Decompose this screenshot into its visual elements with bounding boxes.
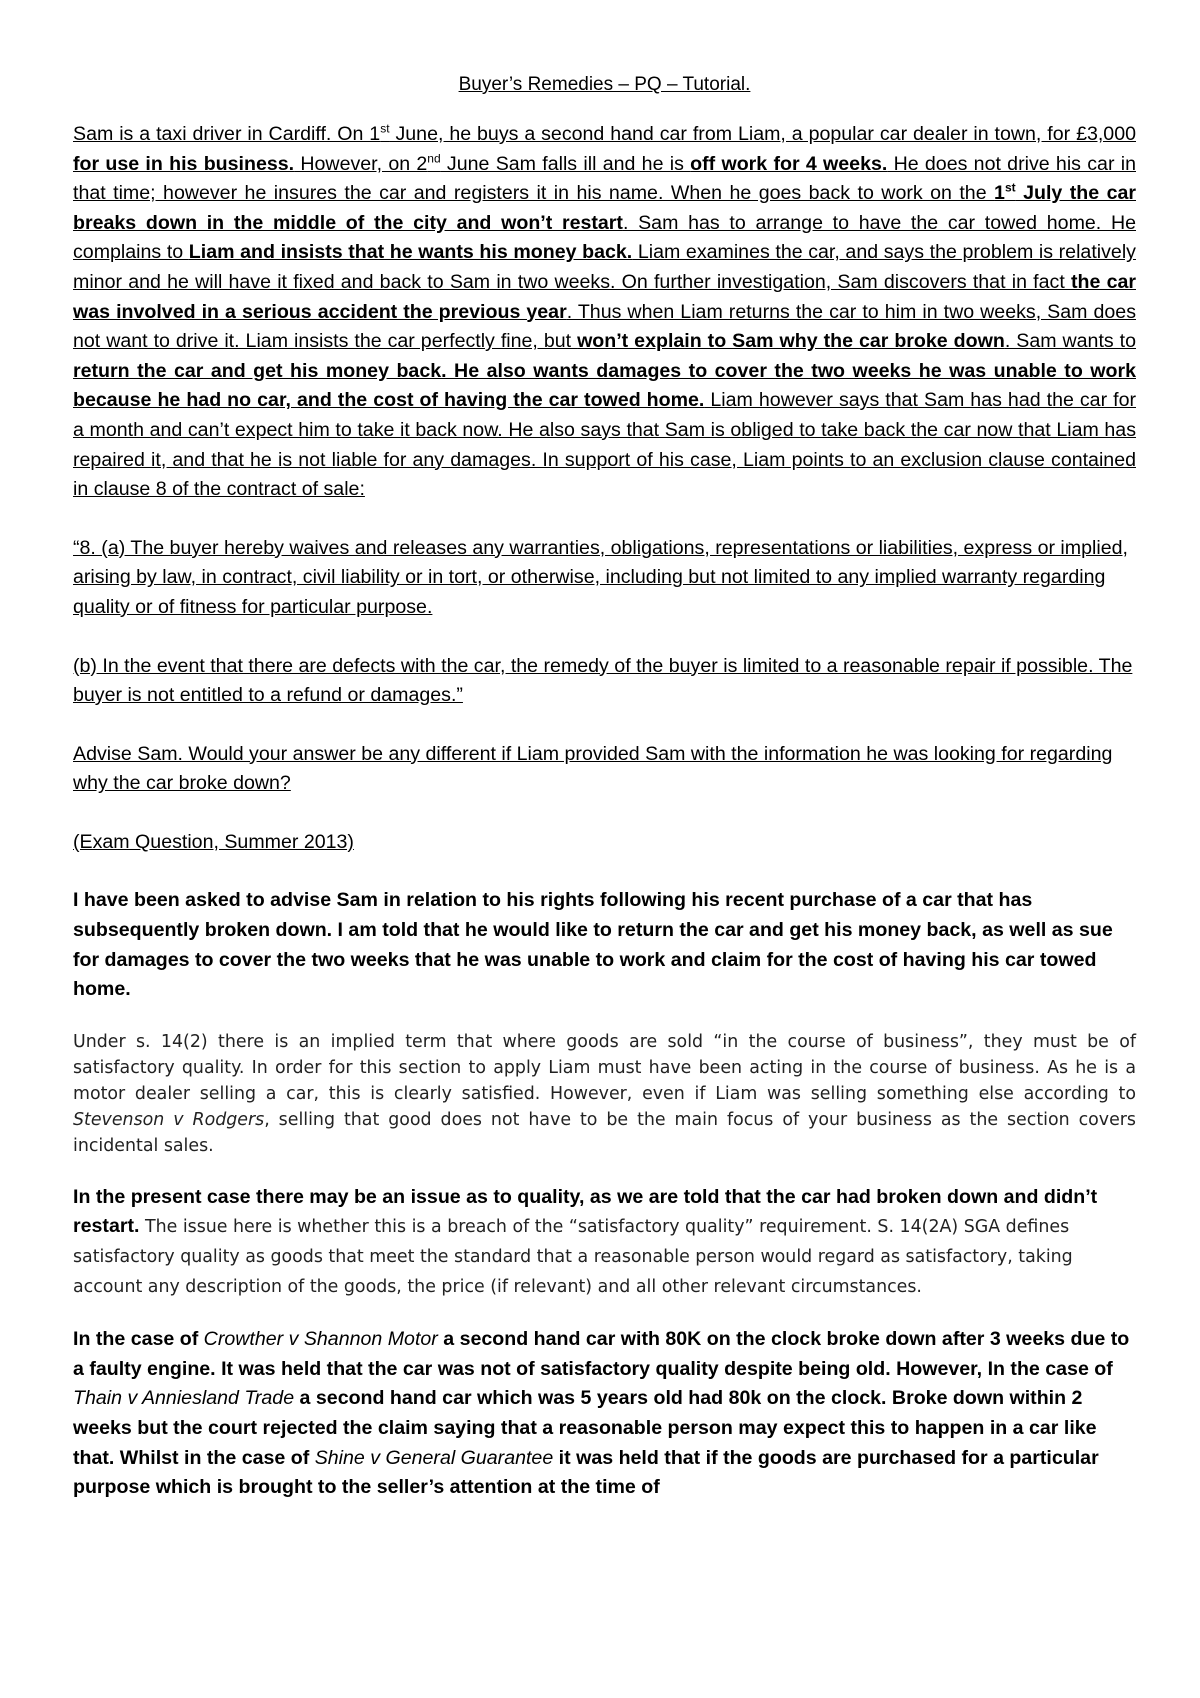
scenario-text: June, he buys a second hand car from Liam, a popular car dealer in town, for £3,000 [389,123,1136,145]
scenario-text: He does not drive his car in that time; however he insures the car and registers it in his name. When he goes back to work on the [73,152,1136,205]
paragraph-bold-text: In the present case there may be an issue as to quality, as we are told that the car had broken down and didn’t restart. [73,1185,1098,1238]
scenario-text: Sam is a taxi driver in Cardiff. On 1 [73,123,381,145]
section-14-2-paragraph [73,1029,1136,1159]
scenario-bold-text: for use in his business. [73,152,295,175]
case-name: Stevenson v Rodgers [73,1109,265,1130]
case-name: Thain v Anniesland Trade [73,1387,295,1410]
scenario-bold-text: 1 [994,182,1005,205]
quality-paragraph [73,1183,1136,1301]
scenario-text: Liam however says that Sam has had the car for a month and can’t expect him to take it back now. He also says that Sam is obliged to take back the car now that Liam has repaired it, and that he is not liable for any damages. In support of his case, Liam points to an exclusion clause contained in clause 8 of the contract of sale: [73,389,1136,501]
scenario-bold-text: July the car breaks down in the middle of the city and won’t restart [73,182,1136,234]
paragraph-text: The issue here is whether this is a breach of the “satisfactory quality” requirement. S. 14(2A) SGA defines satisfactory quality as goods that meet the standard that a reasonable person would regard as satisfactory, taking account any description of the goods, the price (if relevant) and all other relevant circumstances. [73,1217,1073,1297]
ordinal-suffix: nd [427,151,441,166]
exclusion-clause-a: “8. (a) The buyer hereby waives and releases any warranties, obligations, representations or liabilities, express or implied, arising by law, in contract, civil liability or in tort, or otherwise, including but not limited to any implied warranty regarding quality or of fitness for particular purpose. [73,536,1128,618]
paragraph-text: it was held that if the goods are purchased for a particular purpose which is brought to the seller’s attention at the time of [73,1446,1099,1499]
ordinal-suffix: st [1004,180,1016,195]
document-title: Buyer’s Remedies – PQ – Tutorial. [458,74,751,95]
scenario-bold-text: the car was involved in a serious accident the previous year [73,270,1136,323]
paragraph-text: In the case of [73,1328,204,1351]
scenario-text: June Sam falls ill and he is [440,152,691,175]
paragraph-text: a second hand car which was 5 years old had 80k on the clock. Broke down within 2 weeks but the court rejected the claim saying that a reasonable person may expect this to happen in a car like that. Whilst in the case of [73,1387,1097,1469]
scenario-text: . Sam has to arrange to have the car towed home. He complains to [73,211,1136,264]
ordinal-suffix: st [380,121,390,136]
scenario-bold-text: return the car and get his money back. He also wants damages to cover the two weeks he was unable to work because he had no car, and the cost of having the car towed home. [73,359,1136,412]
scenario-text: . Sam wants to [1004,330,1137,353]
paragraph-text: a second hand car with 80K on the clock broke down after 3 weeks due to a faulty engine. It was held that the car was not of satisfactory quality despite being old. However, In the case of [73,1328,1130,1380]
scenario-bold-text: won’t explain to Sam why the car broke down [577,330,1005,353]
scenario-bold-text: off work for 4 weeks. [690,152,888,175]
exclusion-clause-b: (b) In the event that there are defects with the car, the remedy of the buyer is limited to a reasonable repair if possible. The buyer is not entitled to a refund or damages.” [73,654,1133,707]
scenario-bold-text: Liam and insists that he wants his money back. [188,241,633,264]
scenario-text: However, on 2 [294,152,428,175]
case-name: Shine v General Guarantee [314,1446,554,1469]
scenario-paragraph [73,120,1136,505]
paragraph-text: Under s. 14(2) there is an implied term that where goods are sold “in the course of business”, they must be of satisfactory quality. In order for this section to apply Liam must have been acting in the course of business. As he is a motor dealer selling a car, this is clearly satisfied. However, even if Liam was selling something else according to [73,1031,1136,1104]
cases-paragraph [73,1325,1136,1503]
scenario-text: Liam examines the car, and says the problem is relatively minor and he will have it fixed and back to Sam in two weeks. On further investigation, Sam discovers that in fact [73,241,1136,293]
scenario-text: . Thus when Liam returns the car to him in two weeks, Sam does not want to drive it. Liam insists the car perfectly fine, but [73,300,1136,353]
source-note: (Exam Question, Summer 2013) [73,830,354,853]
paragraph-text: , selling that good does not have to be the main focus of your business as the section covers incidental sales. [73,1109,1136,1156]
case-name: Crowther v Shannon Motor [203,1328,438,1351]
question-text: Advise Sam. Would your answer be any different if Liam provided Sam with the information he was looking for regarding why the car broke down? [73,742,1113,795]
intro-paragraph: I have been asked to advise Sam in relation to his rights following his recent purchase of a car that has subsequently broken down. I am told that he would like to return the car and get his money back, as well as sue for damages to cover the two weeks that he was unable to work and claim for the cost of having his car towed home. [73,889,1113,1001]
